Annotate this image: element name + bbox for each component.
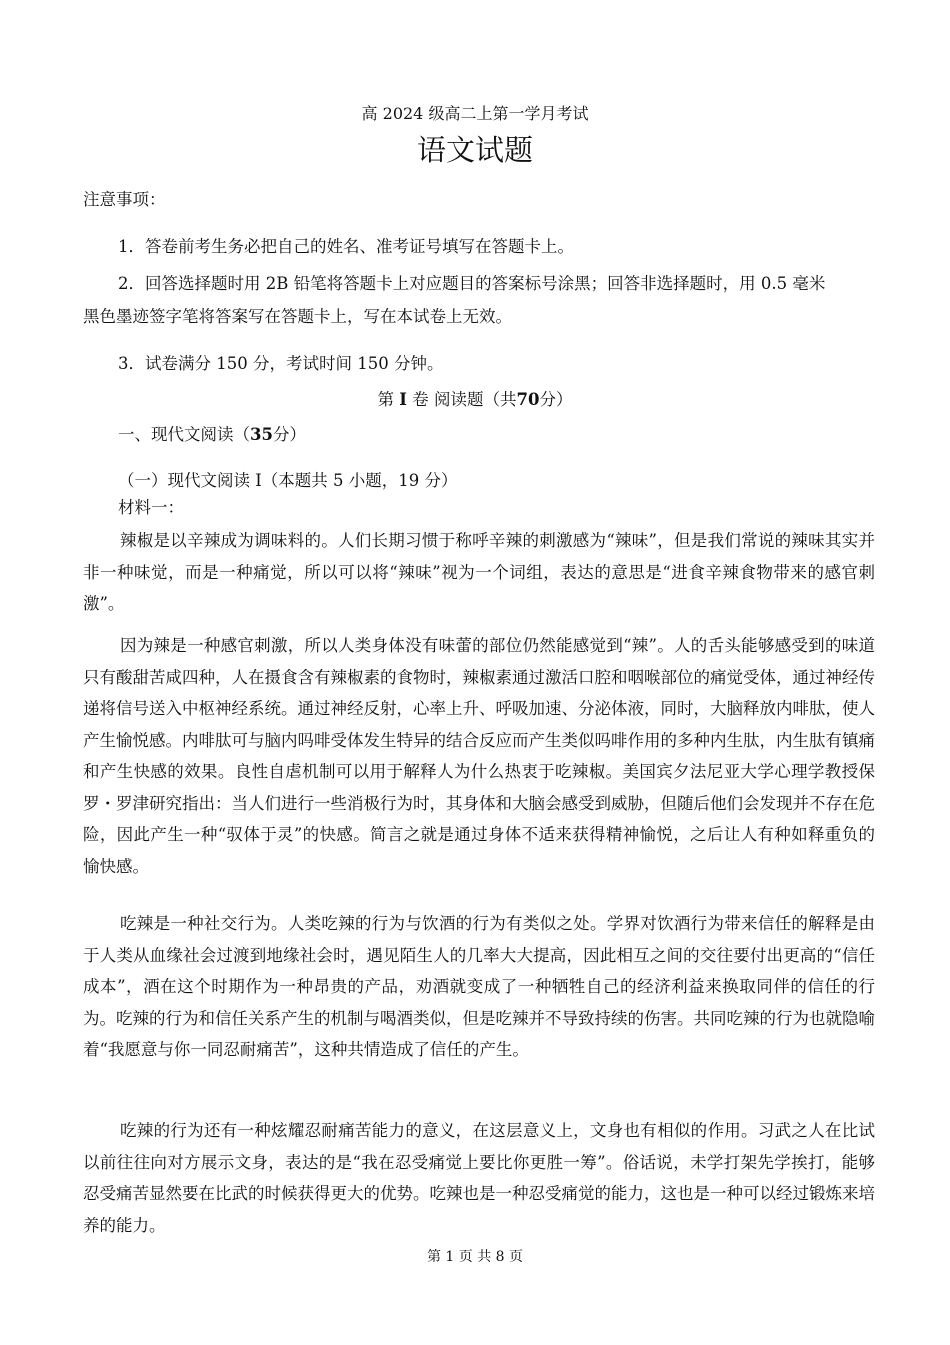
notice-item-2-line-1: 2．回答选择题时用 2B 铅笔将答题卡上对应题目的答案标号涂黑；回答非选择题时，用 0.5 毫米: [118, 274, 826, 293]
paragraph-1: 辣椒是以辛辣成为调味料的。人们长期习惯于称呼辛辣的刺激感为“辣味”，但是我们常说的辣味其实并非一种味觉，而是一种痛觉，所以可以将“辣味”视为一个词组，表达的意思是“进食辛辣食物带来的感官刺激”。: [83, 531, 875, 613]
paragraph-4: 吃辣的行为还有一种炫耀忍耐痛苦能力的意义，在这层意义上，文身也有相似的作用。习武之人在比试以前往往向对方展示文身，表达的是“我在忍受痛觉上要比你更胜一筹”。俗话说，未学打架先学挨打，能够忍受痛苦显然要在比武的时候获得更大的优势。吃辣也是一种忍受痛觉的能力，这也是一种可以经过锻炼来培养的能力。: [83, 1121, 875, 1235]
section-1-score: 35: [250, 425, 273, 444]
section-1-heading: [118, 421, 306, 445]
part-heading: [0, 386, 950, 410]
section-1-prefix: 一、现代文阅读（: [118, 425, 250, 444]
notice-item-1: 1．答卷前考生务必把自己的姓名、准考证号填写在答题卡上。: [118, 237, 574, 256]
part-middle: 卷 阅读题（共: [412, 390, 517, 409]
notice-heading: 注意事项：: [83, 190, 166, 209]
section-1-suffix: 分）: [272, 425, 306, 444]
exam-subtitle: 高 2024 级高二上第一学月考试: [361, 104, 589, 123]
part-prefix: 第: [377, 390, 395, 409]
material-label: 材料一：: [118, 498, 184, 517]
part-roman: I: [399, 390, 407, 409]
part-score: 70: [516, 390, 540, 409]
paragraph-2: 因为辣是一种感官刺激，所以人类身体没有味蕾的部位仍然能感觉到“辣”。人的舌头能够感受到的味道只有酸甜苦咸四种，人在摄食含有辣椒素的食物时，辣椒素通过激活口腔和咽喉部位的痛觉受体，通过神经传递将信号送入中枢神经系统。通过神经反射，心率上升、呼吸加速、分泌体液，同时，大脑释放内啡肽，使人产生愉悦感。内啡肽可与脑内吗啡受体发生特异的结合反应而产生类似吗啡作用的多种内生肽，内生肽有镇痛和产生快感的效果。良性自虐机制可以用于解释人为什么热衷于吃辣椒。美国宾夕法尼亚大学心理学教授保罗・罗津研究指出：当人们进行一些消极行为时，其身体和大脑会感受到威胁，但随后他们会发现并不存在危险，因此产生一种“驭体于灵”的快感。简言之就是通过身体不适来获得精神愉悦，之后让人有种如释重负的愉快感。: [83, 636, 875, 876]
exam-title: 语文试题: [416, 133, 533, 167]
paragraph-3: 吃辣是一种社交行为。人类吃辣的行为与饮酒的行为有类似之处。学界对饮酒行为带来信任的解释是由于人类从血缘社会过渡到地缘社会时，遇见陌生人的几率大大提高，因此相互之间的交往要付出更高的“信任成本”，酒在这个时期作为一种昂贵的产品，劝酒就变成了一种牺牲自己的经济利益来换取同伴的信任的行为。吃辣的行为和信任关系产生的机制与喝酒类似，但是吃辣并不导致持续的伤害。共同吃辣的行为也就隐喻着“我愿意与你一同忍耐痛苦”，这种共情造成了信任的产生。: [83, 914, 875, 1059]
page-footer: 第 1 页 共 8 页: [426, 1249, 524, 1265]
subsection-heading: （一）现代文阅读 I（本题共 5 小题，19 分）: [118, 471, 458, 490]
notice-item-2-line-2: 黑色墨迹签字笔将答案写在答题卡上，写在本试卷上无效。: [83, 307, 512, 326]
part-suffix: 分）: [539, 390, 573, 409]
notice-item-3: 3．试卷满分 150 分，考试时间 150 分钟。: [118, 354, 444, 373]
